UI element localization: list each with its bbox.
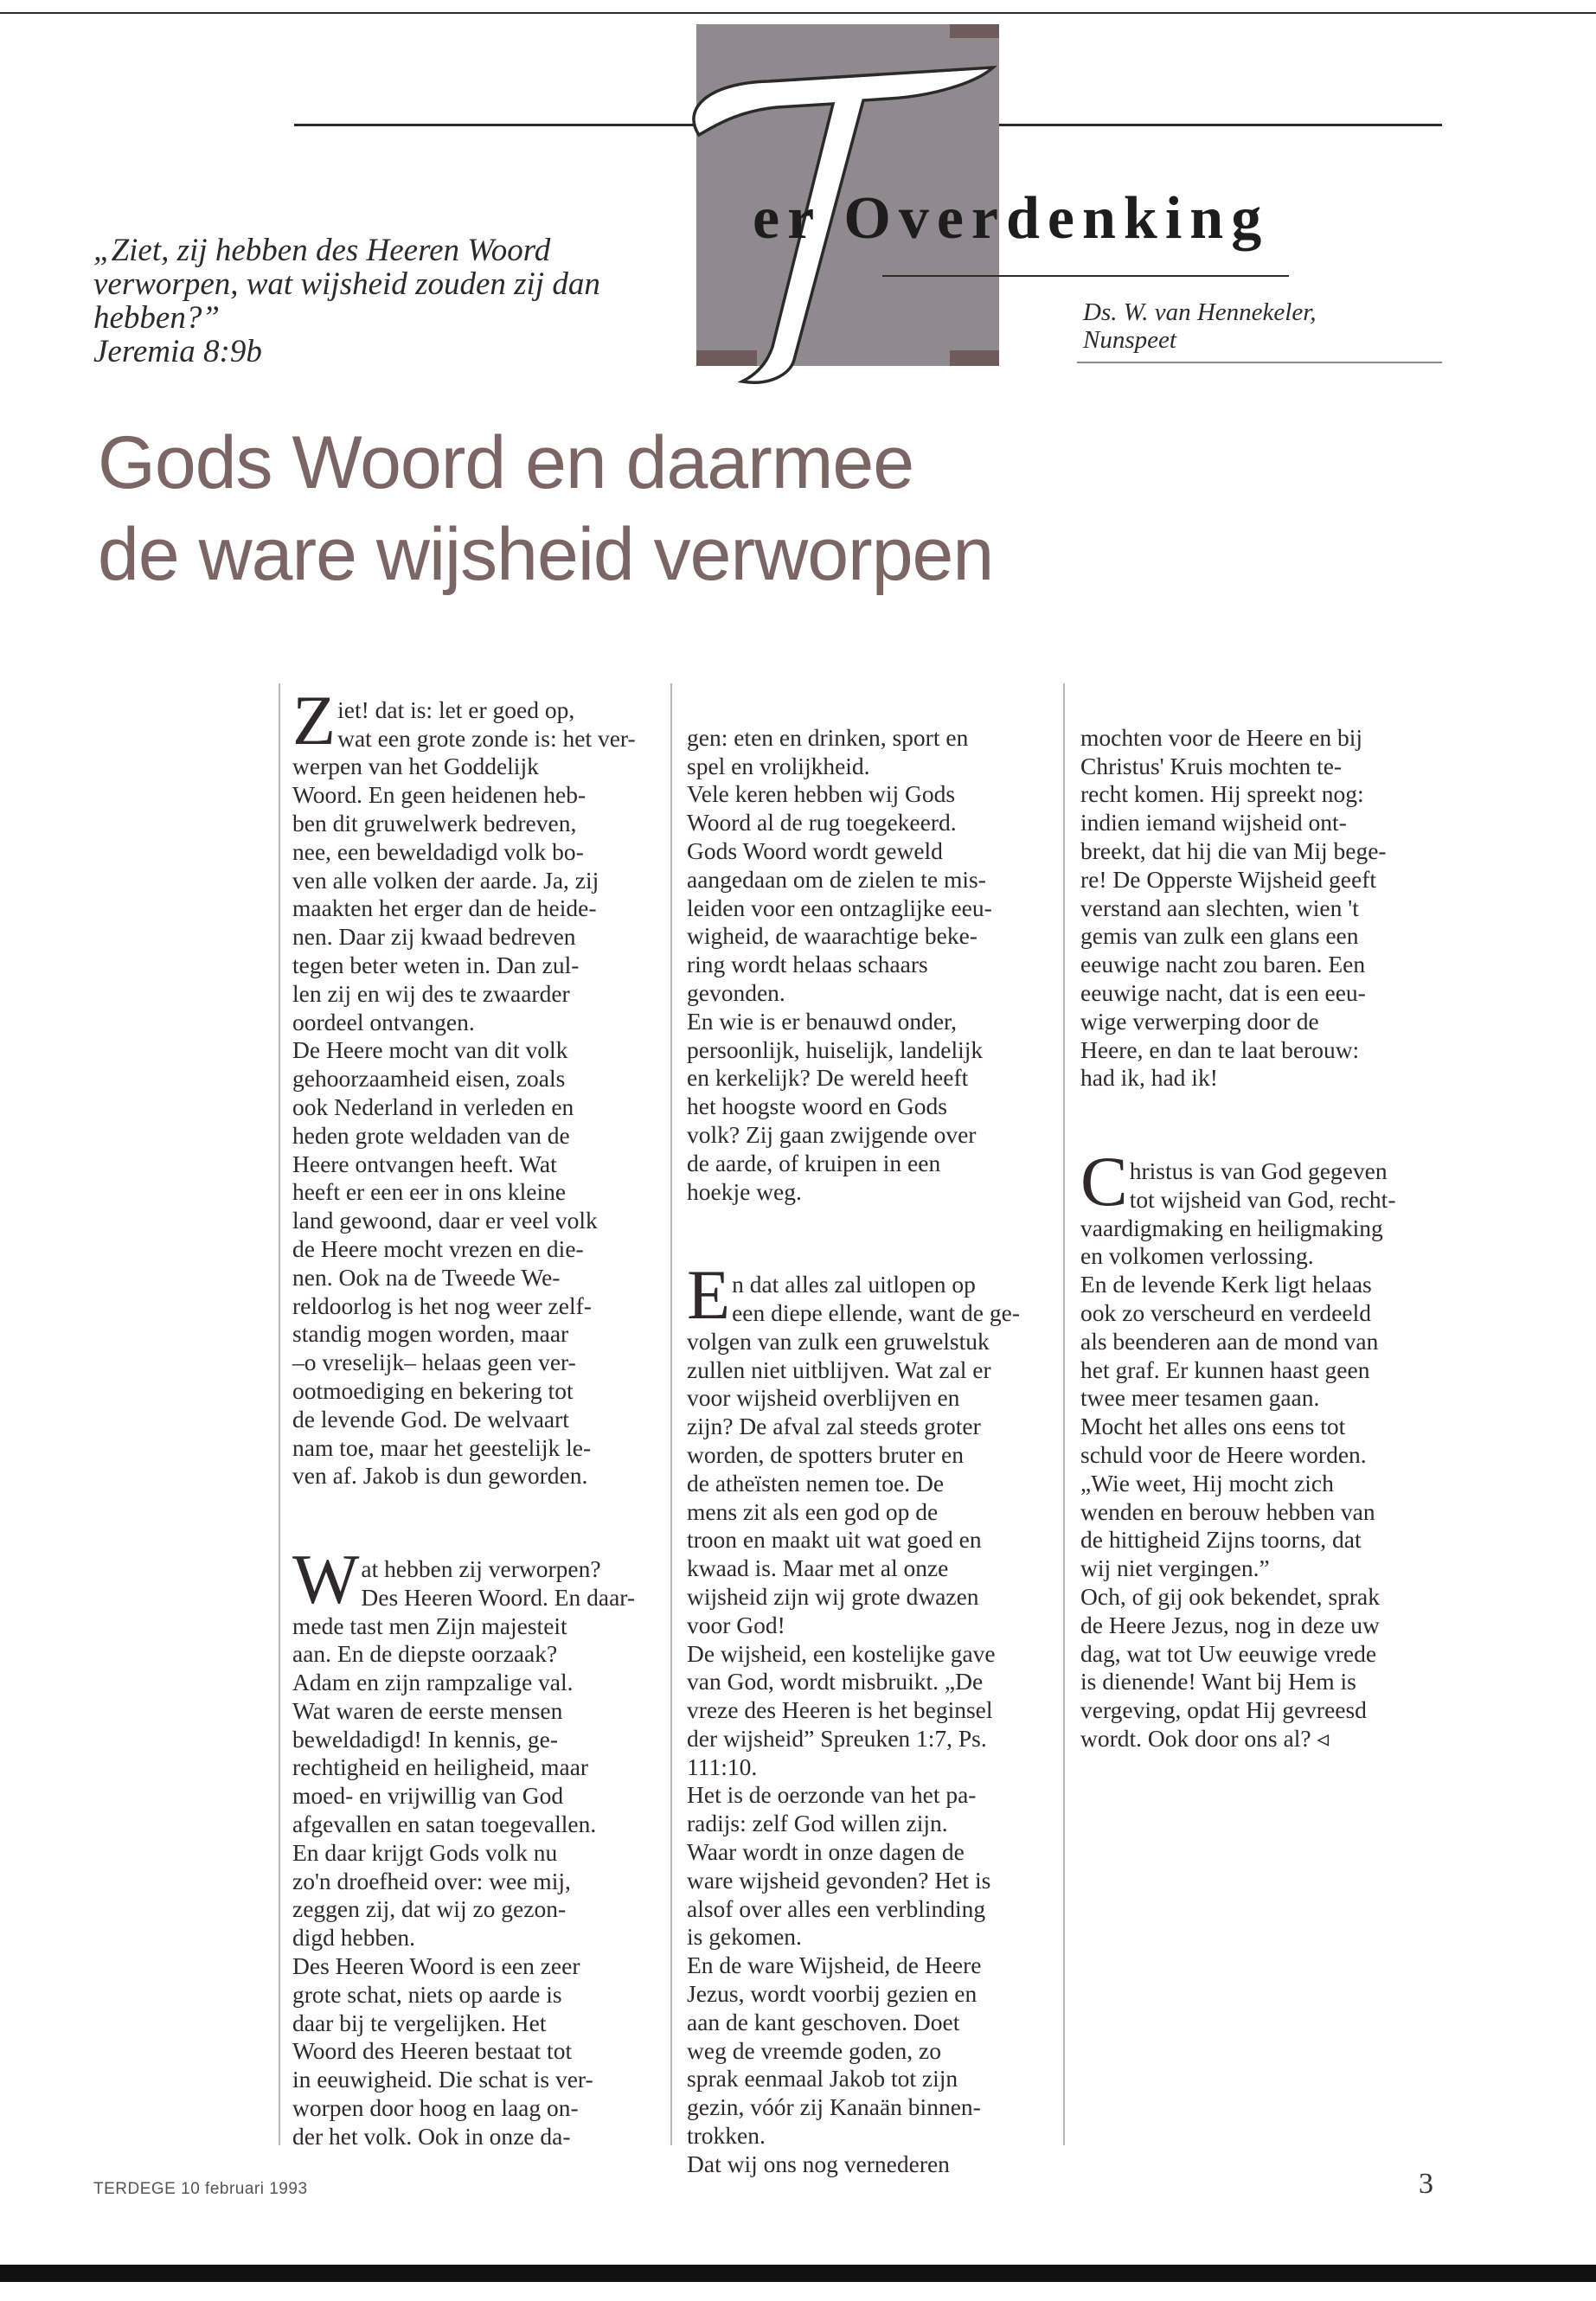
article-column-2 bbox=[687, 695, 1033, 2207]
drop-cap: Z bbox=[292, 680, 337, 760]
headline-line-2: de ware wijsheid verworpen bbox=[98, 513, 994, 596]
author-credit bbox=[1083, 298, 1429, 354]
author-rule bbox=[1077, 362, 1442, 363]
paragraph-text: at hebben zij verworpen? Des Heeren Woord. En daar- mede tast men Zijn majesteit aan. En de diepste oorzaak? Adam en zijn rampzalige val. Wat waren de eerste mensen beweldadigd! In kennis, ge- rechtigheid en heiligheid, maar moed- en vrijwillig van God afgevallen en satan toegevallen. En daar krijgt Gods volk nu zo'n droefheid over: wee mij, zeggen zij, dat wij zo gezon- digd hebben. Des Heeren Woord is een zeer grote schat, niets op aarde is daar bij te vergelijken. Het Woord des Heeren bestaat tot in eeuwigheid. Die schat is ver- worpen door hoog en laag on- der het volk. Ook in onze da- bbox=[292, 1554, 636, 2150]
drop-cap: C bbox=[1080, 1141, 1128, 1221]
paragraph-text: mochten voor de Heere en bij Christus' Kruis mochten te- recht komen. Hij spreekt nog: indien iemand wijsheid ont- breekt, dat hij die van Mij bege- re! De Opperste Wijsheid geeft verstand aan slechten, wien 't gemis van zulk een glans een eeuwige nacht zou baren. Een eeuwige nacht, dat is een eeu- wige verwerping door de Heere, en dan te laat berouw: had ik, had ik! bbox=[1080, 723, 1387, 1092]
footer-publication: TERDEGE 10 februari 1993 bbox=[93, 2180, 308, 2198]
section-title bbox=[753, 185, 1270, 252]
column-rule-middle-1 bbox=[670, 683, 672, 2145]
bottom-border bbox=[0, 2265, 1596, 2282]
article-column-1 bbox=[292, 668, 638, 2179]
quote-reference: Jeremia 8:9b bbox=[93, 334, 262, 369]
column-rule-middle-2 bbox=[1063, 683, 1065, 2145]
paragraph-text: hristus is van God gegeven tot wijsheid van God, recht- vaardigmaking en heiligmaking en volkomen verlossing. En de levende Kerk ligt helaas ook zo verscheurd en verdeeld als beenderen aan de mond van het graf. Er kunnen haast geen twee meer tesamen gaan. Mocht het alles ons eens tot schuld voor de Heere worden. „Wie weet, Hij mocht zich wenden en berouw hebben van de hittigheid Zijns toorns, dat wij niet vergingen.” Och, of gij ook bekendet, sprak de Heere Jezus, nog in deze uw dag, wat tot Uw eeuwige vrede is dienende! Want bij Hem is vergeving, opdat Hij gevreesd wordt. Ook door ons al? ◃ bbox=[1080, 1157, 1396, 1752]
column-1-paragraph-2 bbox=[292, 1539, 638, 2151]
column-3-paragraph-2 bbox=[1080, 1141, 1426, 1753]
drop-cap: E bbox=[687, 1255, 731, 1335]
article-column-3 bbox=[1080, 695, 1426, 1781]
column-2-paragraph-2 bbox=[687, 1255, 1033, 2179]
quote-text: „Ziet, zij hebben des Heeren Woord verworpen, wat wijsheid zouden zij dan hebben?” bbox=[93, 233, 600, 336]
paragraph-text: n dat alles zal uitlopen op een diepe ellende, want de ge- volgen van zulk een gruwelstuk zullen niet uitblijven. Wat zal er voor wijsheid overblijven en zijn? De afval zal steeds groter worden, de spotters bruter en de atheïsten nemen toe. De mens zit als een god op de troon en maakt uit wat goed en kwaad is. Maar met al onze wijsheid zijn wij grote dwazen voor God! De wijsheid, een kostelijke gave van God, wordt misbruikt. „De vreze des Heeren is het beginsel der wijsheid” Spreuken 1:7, Ps. 111:10. Het is de oerzonde van het pa- radijs: zelf God willen zijn. Waar wordt in onze dagen de ware wijsheid gevonden? Het is alsof over alles een verblinding is gekomen. En de ware Wijsheid, de Heere Jezus, wordt voorbij gezien en aan de kant geschoven. Doet weg de vreemde goden, zo sprak eenmaal Jakob tot zijn gezin, vóór zij Kanaän binnen- trokken. Dat wij ons nog vernederen bbox=[687, 1271, 1020, 2177]
paragraph-text: gen: eten en drinken, sport en spel en vrolijkheid. Vele keren hebben wij Gods Woord al de rug toegekeerd. Gods Woord wordt geweld aangedaan om de zielen te mis- leiden voor een ontzaglijke eeu- wigheid, de waarachtige beke- ring wordt helaas schaars gevonden. En wie is er benauwd onder, persoonlijk, huiselijk, landelijk en kerkelijk? De wereld heeft het hoogste woord en Gods volk? Zij gaan zwijgende over de aarde, of kruipen in een hoekje weg. bbox=[687, 723, 992, 1205]
author-name: Ds. W. van Hennekeler, bbox=[1083, 298, 1317, 326]
author-place: Nunspeet bbox=[1083, 326, 1176, 354]
drop-cap: W bbox=[292, 1539, 360, 1618]
column-1-paragraph-1 bbox=[292, 680, 638, 1490]
article-headline bbox=[98, 417, 1482, 600]
paragraph-text: iet! dat is: let er goed op, wat een grote zonde is: het ver- werpen van het Goddelijk Woord. En geen heidenen heb- ben dit gruwelwerk bedreven, nee, een beweldadigd volk bo- ven alle volken der aarde. Ja, zij maakten het erger dan de heide- nen. Daar zij kwaad bedreven tegen beter weten in. Dan zul- len zij en wij des te zwaarder oordeel ontvangen. De Heere mocht van dit volk gehoorzaamheid eisen, zoals ook Nederland in verleden en heden grote weldaden van de Heere ontvangen heeft. Wat heeft er een eer in ons kleine land gewoond, daar er veel volk de Heere mocht vrezen en die- nen. Ook na de Tweede We- reldoorlog is het nog weer zelf- standig mogen worden, maar –o vreselijk– helaas geen ver- ootmoediging en bekering tot de levende God. De welvaart nam toe, maar het geestelijk le- ven af. Jakob is dun geworden. bbox=[292, 695, 636, 1490]
headline-line-1: Gods Woord en daarmee bbox=[98, 421, 914, 504]
header-rule-right bbox=[999, 124, 1442, 126]
section-title-text: er Overdenking bbox=[753, 185, 1270, 252]
bible-quote bbox=[93, 234, 656, 369]
column-rule-left bbox=[279, 683, 280, 2145]
column-3-paragraph-1 bbox=[1080, 724, 1426, 1093]
header-rule-left bbox=[294, 124, 696, 126]
column-2-paragraph-1 bbox=[687, 724, 1033, 1207]
page-number: 3 bbox=[1419, 2168, 1433, 2200]
